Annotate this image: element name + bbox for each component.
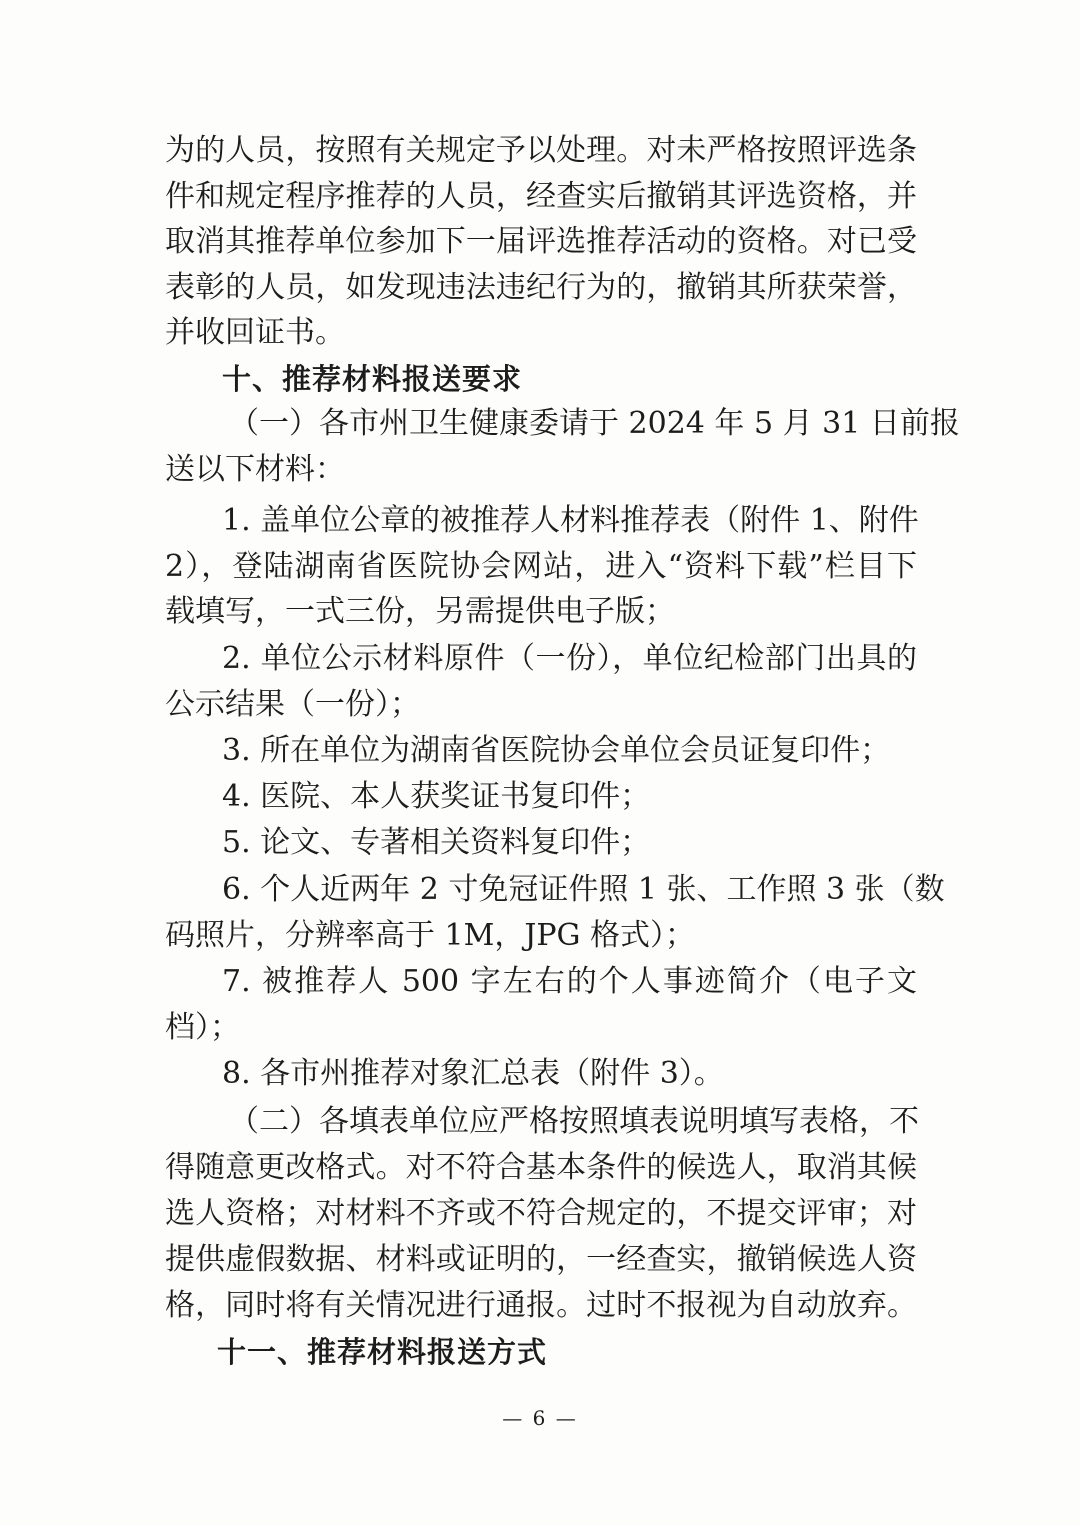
text-line: 2. 单位公示材料原件（一份），单位纪检部门出具的	[222, 641, 917, 676]
text-line: 8. 各市州推荐对象汇总表（附件 3）。	[222, 1056, 724, 1091]
text-line: 4. 医院、本人获奖证书复印件；	[222, 779, 651, 814]
text-line: 1. 盖单位公章的被推荐人材料推荐表（附件 1、附件	[222, 503, 919, 538]
text-line: 7. 被推荐人 500 字左右的个人事迹简介（电子文	[222, 964, 917, 999]
text-line: 6. 个人近两年 2 寸免冠证件照 1 张、工作照 3 张（数	[222, 872, 945, 907]
text-line: 得随意更改格式。对不符合基本条件的候选人，取消其候	[165, 1150, 917, 1185]
text-line: 载填写，一式三份，另需提供电子版；	[165, 594, 675, 629]
text-line: 件和规定程序推荐的人员，经查实后撤销其评选资格，并	[165, 179, 917, 214]
text-line: 公示结果（一份）；	[165, 687, 420, 722]
text-line: 2），登陆湖南省医院协会网站，进入“资料下载”栏目下	[165, 549, 917, 584]
text-line: 并收回证书。	[165, 315, 345, 350]
text-line: 表彰的人员，如发现违法违纪行为的，撤销其所获荣誉，	[165, 270, 917, 305]
text-line: 送以下材料：	[165, 452, 345, 487]
text-line: 取消其推荐单位参加下一届评选推荐活动的资格。对已受	[165, 224, 917, 259]
section-heading: 十、推荐材料报送要求	[222, 362, 523, 396]
text-line: 选人资格；对材料不齐或不符合规定的，不提交评审；对	[165, 1196, 917, 1231]
text-line: 5. 论文、专著相关资料复印件；	[222, 825, 651, 860]
text-line: 格，同时将有关情况进行通报。过时不报视为自动放弃。	[165, 1288, 917, 1323]
text-line: 3. 所在单位为湖南省医院协会单位会员证复印件；	[222, 733, 891, 768]
text-line: （二）各填表单位应严格按照填表说明填写表格，不	[229, 1104, 919, 1139]
page-number: — 6 —	[502, 1406, 578, 1430]
text-line: 提供虚假数据、材料或证明的，一经查实，撤销候选人资	[165, 1242, 917, 1277]
text-line: 为的人员，按照有关规定予以处理。对未严格按照评选条	[165, 133, 917, 168]
text-line: （一）各市州卫生健康委请于 2024 年 5 月 31 日前报	[229, 406, 960, 441]
text-line: 档）；	[165, 1010, 240, 1045]
section-heading: 十一、推荐材料报送方式	[217, 1335, 548, 1369]
text-line: 码照片，分辨率高于 1M，JPG 格式）；	[165, 918, 696, 953]
